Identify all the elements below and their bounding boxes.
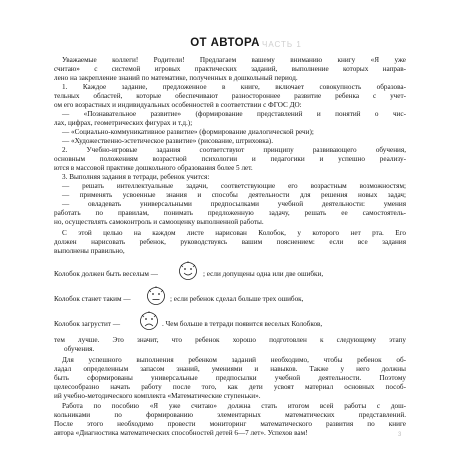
paragraph-line: Работа по пособию «Я уже считаю» должна стать итогом всей работы с дош- [62,402,406,410]
paragraph-line: но, осуществлять самоконтроль и самооценку выполненной работы. [54,218,264,226]
paragraph-line: Уважаемые коллеги! Родители! Предлагаем вашему вниманию книгу «Я уже [62,56,406,64]
paragraph-line: быть сформированы универсальные предпосылки учебной деятельности. Поэтому [54,374,406,382]
list-item: — применять усвоенные знания и способы деятельности для решения новых задач; [62,191,406,199]
list-item: — овладевать универсальными предпосылками учебной деятельности: умения [62,200,406,208]
kolobok-sad-icon [138,310,160,332]
kolobok-neutral-text: Колобок станет таким — [54,295,131,303]
paragraph-line: После этого необходимо провести мониторинг математического развития по книге [54,420,406,428]
list-item: — «Познавательное развитие» (формирование представлений и понятий о чис- [62,110,406,118]
paragraph-line: основным положениям возрастной психологии и педагогики и успешно реализу- [54,155,406,163]
paragraph-line: лено на закрепление знаний по математике, полученных в дошкольный период. [54,74,298,82]
paragraph-line: тельных областей, которые обеспечивают разностороннее развитие ребенка с учет- [54,92,406,100]
paragraph-line: тем лучше. Это значит, что ребенок хорошо подготовлен к следующему этапу [54,336,406,344]
paragraph-line: обучения. [64,345,95,353]
list-item: — «Социально-коммуникативное развитие» (формирование диалогической речи); [62,128,314,136]
paragraph-line: работать по правилам, понимать предложенную задачу, решать ее самостоятель- [54,209,406,217]
faded-header-text: ЧАСТЬ 1 [262,40,302,49]
kolobok-neutral-icon [145,285,167,307]
kolobok-sad-text: Колобок загрустит — [54,320,121,328]
list-item: — решать интеллектуальные задачи, соответствующие его возрастным возможностям; [62,182,406,190]
paragraph-line: целесообразно начать работу после того, как дети усвоят материал основных пособ- [54,383,406,391]
paragraph-line: должен нарисовать ребенок, руководствуясь вашим пояснением: если все задания [54,238,406,246]
list-item: — «Художественно-эстетическое развитие» (рисование, штриховка). [62,137,273,145]
paragraph-line: Для успешного выполнения ребенком заданий необходимо, чтобы ребенок об- [62,356,406,364]
paragraph-line: ий учебно-методического комплекта «Математические ступеньки». [54,392,261,400]
page-number: 3 [398,432,402,438]
paragraph-line: 1. Каждое задание, предложенное в книге, включает совокупность образова- [62,83,406,91]
kolobok-sad-text-cont: . Чем больше в тетради появится веселых Колобков, [162,320,323,328]
paragraph-line: кольниками по формированию элементарных математических представлений. [54,411,406,419]
paragraph-line: С этой целью на каждом листе нарисован Колобок, у которого нет рта. Его [62,229,406,237]
kolobok-neutral-text-cont: ; если ребенок сделал больше трех ошибок, [170,295,304,303]
kolobok-happy-text-cont: ; если допущены одна или две ошибки, [203,270,324,278]
paragraph-line: 2. Учебно-игровые задания соответствуют принципу развивающего обучения, [62,146,406,154]
paragraph-line: лах, цифрах, геометрических фигурах и т.д.); [54,119,193,127]
paragraph-line: 3. Выполняя задания в тетради, ребенок учится: [62,173,210,181]
paragraph-line: автора «Диагностика математических способностей детей 6—7 лет». Успехов вам! [54,429,308,437]
paragraph-line: ются в массовой практике дошкольного образования более 5 лет. [54,164,253,172]
kolobok-happy-text: Колобок должен быть веселым — [54,270,158,278]
paragraph-line: считаю» с системой игровых практических заданий, выполнение которых направ- [54,65,406,73]
paragraph-line: ладал определенным запасом знаний, умениями и навыков. Также у него должны [54,365,406,373]
paragraph-line: ом его возрастных и индивидуальных особенностей в соответствии с ФГОС ДО: [54,101,302,109]
paragraph-line: выполнены правильно, [54,247,125,255]
kolobok-happy-icon [177,260,199,282]
page-title: ОТ АВТОРА [190,37,260,49]
